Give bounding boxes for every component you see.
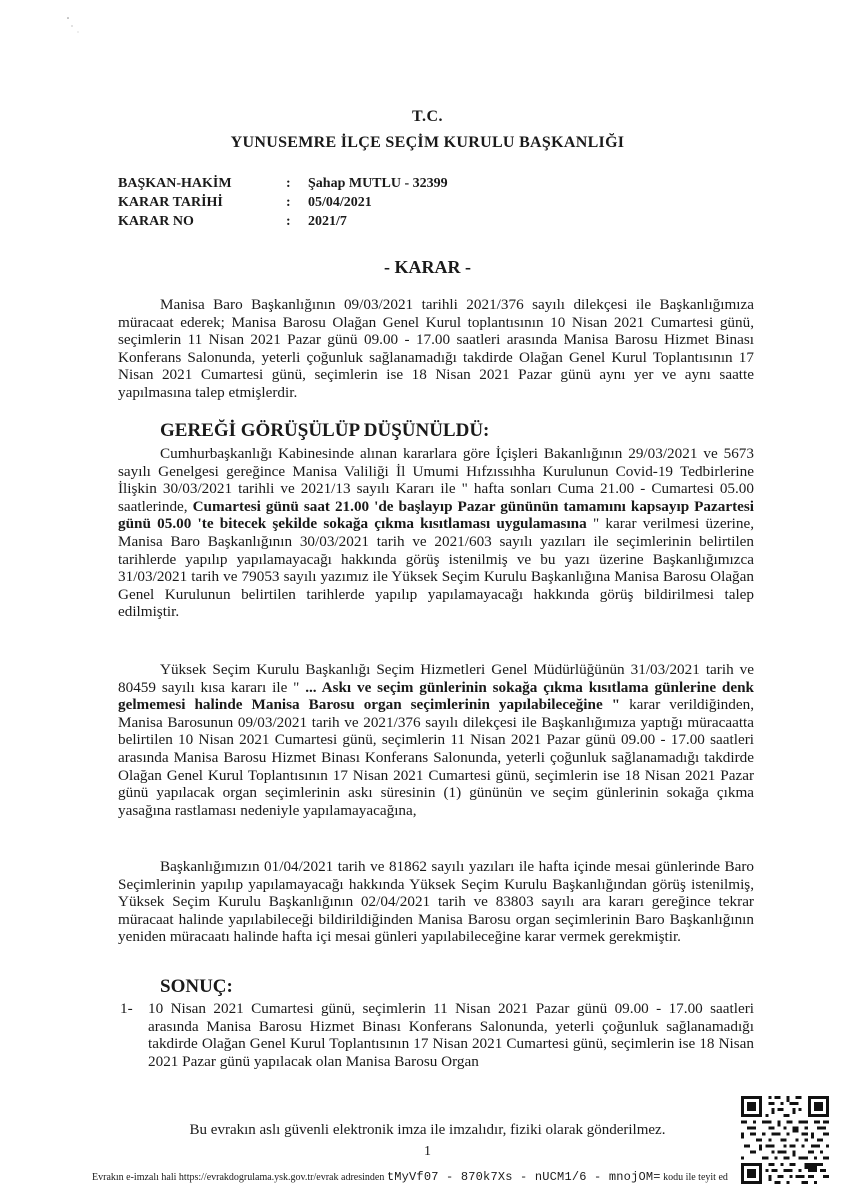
- meta-value: 2021/7: [308, 214, 347, 229]
- paragraph-application: Manisa Baro Başkanlığının 09/03/2021 tarihli 2021/376 sayılı dilekçesi ile Başkanlığımıza müracaat ederek; Manisa Barosu Olağan Genel Kurul toplantısının 10 Nisan 2021 Cumartesi günü, seçimlerin 11 Nisan 2021 Pazar günü 09.00 - 17.00 saatleri arasında Manisa Barosu Hizmet Binası Konferans Salonunda, yeterli çoğunluk sağlanamadığı takdirde Olağan Genel Kurul Toplantısının 17 Nisan 2021 Cumartesi günü, seçimlerin ise 18 Nisan 2021 Pazar günü aynı yer ve aynı saatte yapılmasına talep etmişlerdir.: [118, 296, 754, 401]
- paragraph-weekday: Başkanlığımızın 01/04/2021 tarih ve 81862 sayılı yazıları ile hafta içinde mesai günlerinde Baro Seçimlerinin yapılıp yapılamayacağı hakkında Yüksek Seçim Kurulu Başkanlığından görüş istenilmiş, Yüksek Seçim Kurulu Başkanlığının 02/04/2021 tarih ve 83803 sayılı ara kararı gereğince tekrar müracaat halinde yapılabileceği bildirildiğinden Manisa Barosu organ seçimlerinin Baro Başkanlığının yeniden müracaatı halinde hafta içi mesai günleri yapılabileceğine karar vermek gerekmiştir.: [118, 858, 754, 946]
- paragraph-bold-text: ... Askı ve seçim günlerinin sokağa çıkma kısıtlama günlerine denk gelmemesi halinde Manisa Barosu organ seçimlerinin yapılabileceğine ": [118, 678, 754, 714]
- signature-note: Bu evrakın aslı güvenli elektronik imza ile imzalıdır, fiziki olarak gönderilmez.: [189, 1122, 666, 1138]
- section-heading-consideration: GEREĞİ GÖRÜŞÜLÜP DÜŞÜNÜLDÜ:: [160, 420, 490, 441]
- scan-specks: [60, 12, 90, 42]
- meta-label: KARAR TARİHİ: [118, 195, 223, 210]
- result-list-item: [120, 1000, 760, 1110]
- meta-label: BAŞKAN-HAKİM: [118, 176, 232, 191]
- meta-row-tarih: [118, 195, 678, 211]
- meta-value: 05/04/2021: [308, 195, 372, 210]
- meta-colon: :: [286, 195, 291, 210]
- header-institution: YUNUSEMRE İLÇE SEÇİM KURULU BAŞKANLIĞI: [230, 134, 625, 151]
- list-item-text: 10 Nisan 2021 Cumartesi günü, seçimlerin 11 Nisan 2021 Pazar günü 09.00 - 17.00 saatleri arasında Manisa Barosu Hizmet Binası Konferans Salonunda, yeterli çoğunluk sağlanamadığı takdirde Olağan Genel Kurul Toplantısının 17 Nisan 2021 Cumartesi günü, seçimlerin ise 18 Nisan 2021 Pazar günü yapılacak olan Manisa Barosu Organ: [148, 1000, 754, 1070]
- qr-code-icon: [740, 1096, 830, 1184]
- paragraph-text: karar verildiğinden, Manisa Barosunun 09/03/2021 tarih ve 2021/376 sayılı dilekçesi ile Başkanlığımıza yaptığı müracaatta belirtilen 10 Nisan 2021 Cumartesi günü, seçimlerin 11 Nisan 2021 Pazar günü 09.00 - 17.00 saatleri arasında Manisa Barosu Hizmet Binası Konferans Salonunda, yeterli çoğunluk sağlanamadığı takdirde Olağan Genel Kurul Toplantısının 17 Nisan 2021 Cumartesi günü, seçimlerin ise 18 Nisan 2021 Pazar günü yapılacak organ seçimlerinin askı süresinin (1) gününün ve seçim günlerinin sokağa çıkma yasağına rastlaması nedeniyle yapılamayacağına,: [118, 696, 755, 819]
- section-heading-result: SONUÇ:: [160, 976, 233, 997]
- paragraph-bold-text: Cumartesi günü saat 21.00 'de başlayıp Pazar gününün tamamını kapsayıp Pazartesi günü 05.00 'te bitecek şekilde sokağa çıkma kısıtlaması uygulamasına: [118, 497, 755, 533]
- list-item-number: 1-: [120, 1000, 133, 1017]
- paragraph-text: Yüksek Seçim Kurulu Başkanlığı Seçim Hizmetleri Genel Müdürlüğünün 31/03/2021 tarih ve 80459 sayılı kısa kararı ile ": [118, 661, 754, 696]
- meta-value: Şahap MUTLU - 32399: [308, 176, 448, 191]
- verification-code: tMyVf07 - 870k7Xs - nUCM1/6 - mnojOM=: [386, 1170, 661, 1184]
- verification-prefix: Evrakın e-imzalı hali https://evrakdogrulama.ysk.gov.tr/evrak adresinden: [92, 1172, 385, 1183]
- paragraph-text: Cumhurbaşkanlığı Kabinesinde alınan kararlara göre İçişleri Bakanlığının 29/03/2021 ve 5673 sayılı Genelgesi gereğince Manisa Valiliği İl Umumi Hıfzıssıhha Kurulunun Covid-19 Tedbirlerine İlişkin 30/03/2021 tarihli ve 2021/13 sayılı Kararı ile " hafta sonları Cuma 21.00 - Cumartesi 05.00 saatlerinde,: [118, 445, 754, 515]
- meta-colon: :: [286, 214, 291, 229]
- meta-label: KARAR NO: [118, 214, 194, 229]
- verification-line: [92, 1170, 752, 1184]
- page-number: 1: [424, 1144, 431, 1159]
- header-tc: T.C.: [411, 108, 444, 125]
- meta-row-baskan: [118, 176, 678, 192]
- karar-title: - KARAR -: [384, 257, 471, 277]
- meta-row-no: [118, 214, 678, 230]
- paragraph-text: " karar verilmesi üzerine, Manisa Baro Başkanlığının 30/03/2021 tarih ve 2021/603 sayılı yazıları ile seçimlerinin belirtilen tarihlerde yapılıp yapılamayacağı hakkında görüş istenilmiş ve bu yazı üzerine Başkanlığımızca 31/03/2021 tarih ve 79053 sayılı yazımız ile Yüksek Seçim Kurulu Başkanlığına Manisa Barosu Olağan Genel Kurulunun belirtilen tarihlerde yapılıp yapılamayacağı hakkında görüş bildirilmesi talep edilmiştir.: [118, 515, 754, 621]
- paragraph-ysk-decision: [118, 661, 754, 819]
- verification-suffix: kodu ile teyit ed: [663, 1172, 728, 1183]
- paragraph-curfew: [118, 445, 754, 621]
- meta-colon: :: [286, 176, 291, 191]
